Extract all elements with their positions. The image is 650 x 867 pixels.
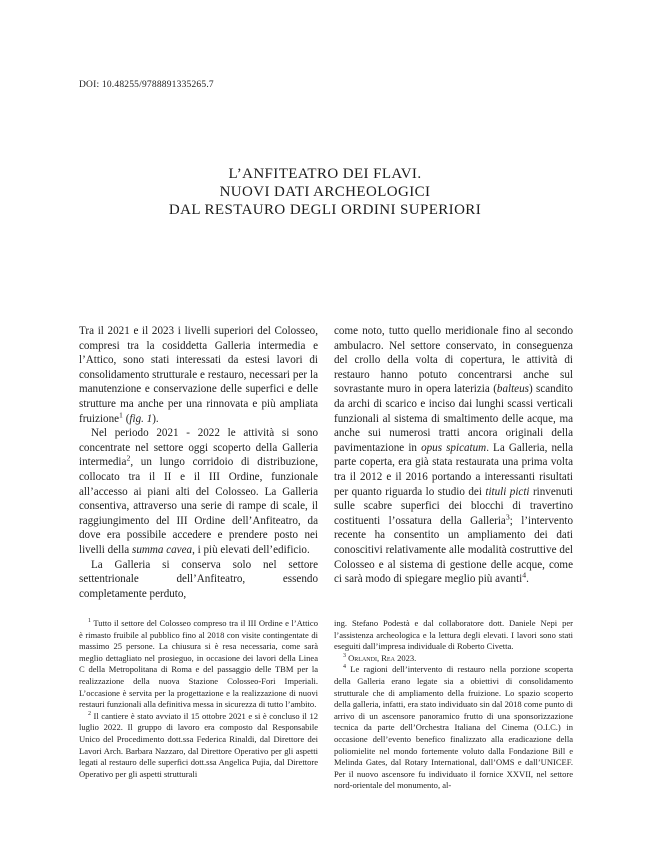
footnote-1: $^1$ Tutto il settore del Colosseo compreso tra il III Ordine e l’Attico è rimasto fruibile al pubblico fino al 2018 con visite contingentate di massimo 25 persone. La chiusura si è resa necessaria, come sarà meglio dettagliato nel prosieguo, in occasione dei lavori della Linea C della Metropolitana di Roma e del passaggio delle TBM per la realizzazione della nuova Stazione Colosseo-Fori Imperiali. L’occasione è servita per la progettazione e la realizzazione di nuovi restauri funzionali alla definitiva messa in sicurezza di tutto l’ambito. [79,618,318,710]
footnote-4: $^4$ Le ragioni dell’intervento di restauro nella porzione scoperta della Galleria erano legate sia a obiettivi di consolidamento strutturale che di ampliamento della fruizione. Lo spazio scoperto della galleria, infatti, era stato individuato sin dal 2018 come punto di arrivo di un ascensore panoramico frutto di una sponsorizzazione tecnica da parte dell’Orchestra Italiana del Cinema (O.I.C.) in occasione dell’evento benefico finalizzato alla eradicazione della poliomielite nel mondo fortemente voluto dalla Fondazione Bill e Melinda Gates, dal Rotary International, dall’OMS e dall’UNICEF. Per il nuovo ascensore fu individuato il fornice XXVII, nel settore nord-orientale del monumento, al- [334,664,573,791]
footnote-ref-2[interactable]: 2 [126,453,131,463]
paragraph-3-continued: come noto, tutto quello meridionale fino al secondo ambulacro. Nel settore conservato, in conseguenza del crollo della volta di copertura, le attività di restauro hanno potuto concentrarsi anche sul sovrastante muro in opera laterizia (balteus) scandito da archi di scarico e inciso dai lunghi scassi verticali funzionali al sistema di smaltimento delle acque, ma anche sui numerosi tratti ancora originali della pavimentazione in opus spicatum. La Galleria, nella parte coperta, era già stata restaurata una prima volta tra il 2012 e il 2016 portando a interessanti risultati per quanto riguarda lo studio dei tituli picti rinvenuti sulle scabre superfici dei blocchi di travertino costituenti l’ossatura della Galleria$^3$; l’intervento recente ha consentito un ampliamento dei dati conoscitivi relativamente alle modalità costruttive del Colosseo e al sistema di gestione delle acque, come ci sarà modo di spiegare meglio più avanti$^4$. [334,325,574,586]
footnote-ref-4[interactable]: 4 [522,570,527,580]
footnote-ref-3[interactable]: 3 [505,512,510,522]
body-column-left [79,324,318,601]
title-line-1: L’ANFITEATRO DEI FLAVI. [228,166,422,182]
title-line-2: NUOVI DATI ARCHEOLOGICI [219,184,431,200]
footnote-ref-1[interactable]: 1 [119,409,123,419]
title-line-3: DAL RESTAURO DEGLI ORDINI SUPERIORI [168,202,482,218]
footnote-3: $^3$ Orlandi, Rea 2023. [343,652,417,663]
footnote-2-continued: ing. Stefano Podestà e dal collaboratore dott. Daniele Nepi per l’assistenza archeologica e la lettura degli elevati. I lavori sono stati eseguiti dall’impresa individuale di Roberto Civetta. [334,618,573,652]
article-title [100,165,550,219]
figure-ref[interactable]: fig. 1 [129,412,153,425]
paragraph-1: Tra il 2021 e il 2023 i livelli superiori del Colosseo, compresi tra la cosiddetta Galleria intermedia e l’Attico, sono stati interessati da estesi lavori di consolidamento strutturale e restauro, necessari per la manutenzione e conservazione delle superfici e delle strutture ma anche per una rinnovata e più ampliata fruizione$^1$ (fig. 1). [79,325,318,425]
doi-label: DOI: 10.48255/9788891335265.7 [79,80,214,90]
footnotes-left [79,618,318,780]
paragraph-3: La Galleria si conserva solo nel settore settentrionale dell’Anfiteatro, essendo completamente perduto, [79,558,318,600]
footnote-2: $^2$ Il cantiere è stato avviato il 15 ottobre 2021 e si è concluso il 12 luglio 2022. Il gruppo di lavoro era composto dal Responsabile Unico del Procedimento dott.ssa Federica Rinaldi, dal Direttore dei Lavori Arch. Barbara Nazzaro, dal Direttore Operativo per gli aspetti legati al restauro delle superfici dott.ssa Angelica Pujia, dal Direttore Operativo per gli aspetti strutturali [79,710,318,779]
footnotes-right [334,618,573,792]
paragraph-2: Nel periodo 2021 - 2022 le attività si sono concentrate nel settore oggi scoperto della Galleria intermedia$^2$, un lungo corridoio di distribuzione, collocato tra il II e il III Ordine, funzionale all’accesso ai piani alti del Colosseo. La Galleria consentiva, attraverso una serie di rampe di scale, il raggiungimento del III Ordine dell’Anfiteatro, da dove era possibile accedere e prendere posto nei livelli della summa cavea, i più elevati dell’edificio. [79,427,318,556]
body-column-right [334,324,573,587]
